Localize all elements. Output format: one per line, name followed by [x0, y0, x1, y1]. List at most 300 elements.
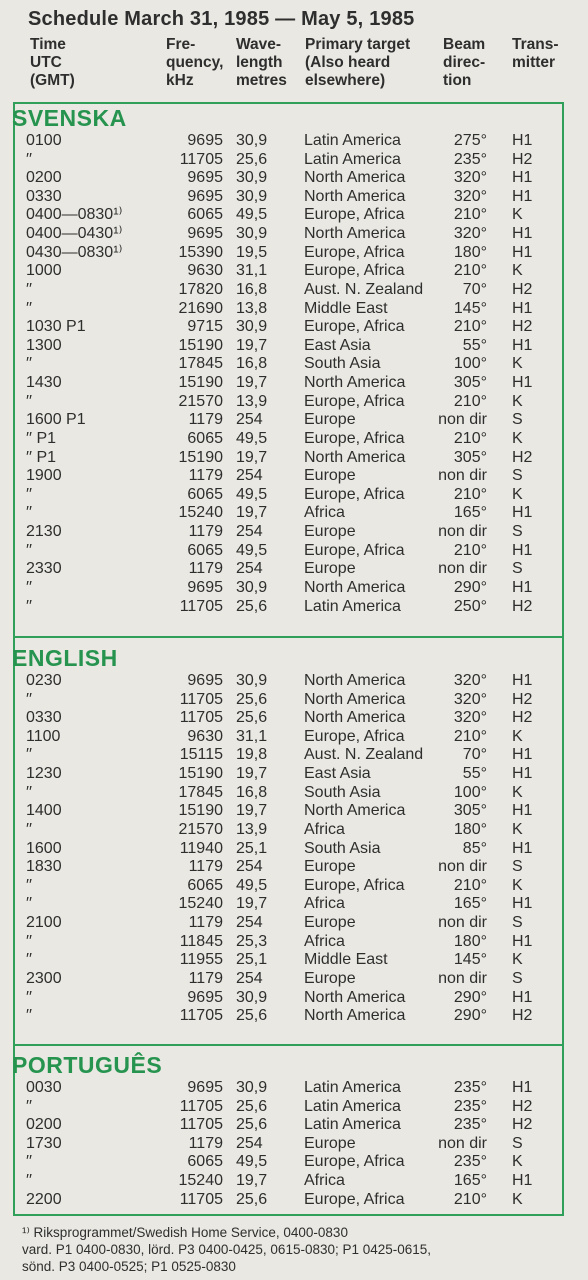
table-row [0, 188, 588, 207]
cell-target: Europe [304, 523, 356, 541]
cell-frequency: 11955 [179, 951, 223, 969]
cell-target: Europe, Africa [304, 262, 405, 280]
cell-beam: 320° [453, 187, 487, 205]
table-row [0, 281, 588, 300]
cell-frequency: 21570 [178, 392, 223, 410]
cell-target: Africa [304, 820, 345, 838]
table-row [0, 411, 588, 430]
cell-target: North America [304, 169, 406, 187]
cell-frequency: 11705 [179, 150, 223, 168]
cell-frequency: 1179 [188, 411, 223, 429]
cell-wavelength: 30,9 [236, 187, 268, 205]
cell-wavelength: 30,9 [236, 578, 268, 596]
cell-beam: 210° [453, 727, 487, 745]
cell-transmitter: H1 [512, 672, 533, 689]
cell-frequency: 9695 [187, 578, 223, 596]
cell-target: Europe, Africa [304, 1153, 405, 1171]
cell-time: ′′ [26, 951, 32, 969]
cell-transmitter: K [512, 1153, 523, 1171]
cell-wavelength: 254 [236, 411, 263, 429]
cell-beam: 70° [462, 746, 487, 764]
table-row [0, 449, 588, 468]
cell-beam: 320° [453, 672, 487, 689]
cell-transmitter: S [512, 560, 523, 578]
col-header-transmitter: Trans- mitter [512, 36, 559, 71]
table-row [0, 374, 588, 393]
table-row [0, 523, 588, 542]
table-row [0, 672, 588, 691]
cell-frequency: 9695 [187, 132, 223, 149]
table-row [0, 225, 588, 244]
cell-time: ′′ [26, 578, 32, 596]
cell-time: 0400—0430¹⁾ [26, 225, 123, 243]
cell-time: ′′ [26, 820, 32, 838]
cell-target: Europe, Africa [304, 727, 405, 745]
table-row [0, 355, 588, 374]
cell-frequency: 11705 [179, 1097, 223, 1115]
cell-transmitter: K [512, 951, 523, 969]
cell-target: Europe, Africa [304, 318, 405, 336]
section-title: PORTUGUÊS [12, 1052, 163, 1078]
cell-time: 0330 [26, 709, 62, 727]
cell-time: ′′ [26, 280, 32, 298]
table-row [0, 970, 588, 989]
cell-frequency: 6065 [187, 485, 223, 503]
cell-frequency: 15390 [178, 243, 223, 261]
cell-target: Middle East [304, 951, 388, 969]
col-header-beam-direction: Beam direc- tion [443, 36, 486, 89]
cell-wavelength: 30,9 [236, 132, 268, 149]
cell-target: North America [304, 578, 406, 596]
footnote-line: sönd. P3 0400-0525; P1 0525-0830 [22, 1259, 236, 1274]
table-row [0, 393, 588, 412]
cell-wavelength: 25,6 [236, 597, 268, 615]
cell-beam: 290° [453, 1007, 487, 1025]
cell-transmitter: H1 [512, 1079, 533, 1096]
cell-wavelength: 254 [236, 560, 263, 578]
cell-wavelength: 30,9 [236, 225, 268, 243]
cell-frequency: 9715 [187, 318, 223, 336]
cell-wavelength: 254 [236, 1134, 263, 1152]
cell-time: 1430 [26, 374, 62, 392]
cell-time: ′′ [26, 932, 32, 950]
cell-frequency: 9695 [187, 1079, 223, 1096]
table-row [0, 877, 588, 896]
cell-target: South Asia [304, 355, 381, 373]
cell-transmitter: K [512, 727, 523, 745]
cell-beam: 320° [453, 169, 487, 187]
table-row [0, 430, 588, 449]
cell-frequency: 1179 [188, 467, 223, 485]
cell-transmitter: H1 [512, 578, 533, 596]
cell-transmitter: H1 [512, 802, 533, 820]
cell-target: Latin America [304, 597, 401, 615]
cell-beam: 100° [453, 355, 487, 373]
cell-target: Latin America [304, 1079, 401, 1096]
cell-wavelength: 25,6 [236, 150, 268, 168]
cell-wavelength: 254 [236, 858, 263, 876]
cell-time: ′′ [26, 988, 32, 1006]
cell-frequency: 11705 [179, 1007, 223, 1025]
cell-beam: 180° [453, 820, 487, 838]
cell-transmitter: K [512, 876, 523, 894]
cell-transmitter: H2 [512, 1097, 533, 1115]
cell-frequency: 17845 [178, 783, 223, 801]
col-header-time: Time UTC (GMT) [30, 36, 75, 89]
cell-beam: 145° [453, 299, 487, 317]
cell-wavelength: 30,9 [236, 672, 268, 689]
cell-wavelength: 19,7 [236, 1172, 268, 1190]
cell-wavelength: 49,5 [236, 485, 268, 503]
cell-transmitter: H1 [512, 299, 533, 317]
cell-transmitter: H1 [512, 895, 533, 913]
footnote-line: vard. P1 0400-0830, lörd. P3 0400-0425, 0615-0830; P1 0425-0615, [22, 1242, 432, 1257]
section-title: SVENSKA [12, 105, 127, 131]
cell-transmitter: K [512, 206, 523, 224]
cell-wavelength: 16,8 [236, 355, 268, 373]
cell-beam: 100° [453, 783, 487, 801]
cell-beam: 210° [453, 392, 487, 410]
cell-transmitter: K [512, 485, 523, 503]
cell-beam: 180° [453, 243, 487, 261]
cell-beam: 320° [453, 225, 487, 243]
cell-beam: 320° [453, 690, 487, 708]
cell-beam: 85° [462, 839, 487, 857]
cell-time: 0200 [26, 1116, 62, 1134]
cell-transmitter: H2 [512, 709, 533, 727]
cell-time: 2130 [26, 523, 62, 541]
cell-frequency: 17820 [178, 280, 223, 298]
cell-wavelength: 25,6 [236, 1007, 268, 1025]
cell-wavelength: 25,3 [236, 932, 268, 950]
table-row [0, 1191, 588, 1210]
table-row [0, 300, 588, 319]
cell-target: Europe, Africa [304, 1190, 405, 1208]
cell-target: Europe, Africa [304, 429, 405, 447]
cell-target: Aust. N. Zealand [304, 280, 424, 298]
cell-transmitter: H2 [512, 318, 533, 336]
cell-transmitter: H2 [512, 690, 533, 708]
cell-time: 1400 [26, 802, 62, 820]
cell-frequency: 15240 [178, 1172, 223, 1190]
cell-time: ′′ [26, 504, 32, 522]
cell-beam: non dir [438, 858, 487, 876]
cell-beam: 235° [453, 1116, 487, 1134]
cell-frequency: 9695 [187, 988, 223, 1006]
cell-frequency: 11940 [179, 839, 223, 857]
cell-frequency: 11705 [179, 709, 223, 727]
table-row [0, 132, 588, 151]
cell-frequency: 11705 [179, 690, 223, 708]
cell-target: North America [304, 988, 406, 1006]
cell-beam: non dir [438, 467, 487, 485]
cell-wavelength: 31,1 [236, 727, 268, 745]
cell-target: North America [304, 672, 406, 689]
cell-transmitter: K [512, 1190, 523, 1208]
cell-frequency: 9695 [187, 225, 223, 243]
cell-beam: 235° [453, 1153, 487, 1171]
table-row [0, 951, 588, 970]
cell-beam: 305° [453, 374, 487, 392]
cell-target: North America [304, 802, 406, 820]
table-row [0, 262, 588, 281]
table-row [0, 318, 588, 337]
cell-wavelength: 25,1 [236, 951, 268, 969]
cell-time: ′′ [26, 541, 32, 559]
cell-transmitter: S [512, 1134, 523, 1152]
cell-beam: 235° [453, 1079, 487, 1096]
table-row [0, 1172, 588, 1191]
cell-beam: non dir [438, 914, 487, 932]
cell-wavelength: 19,7 [236, 765, 268, 783]
cell-frequency: 6065 [187, 876, 223, 894]
cell-time: 0400—0830¹⁾ [26, 206, 123, 224]
cell-time: 0430—0830¹⁾ [26, 243, 123, 261]
cell-target: North America [304, 1007, 406, 1025]
cell-time: ′′ P1 [26, 448, 57, 466]
cell-time: 1730 [26, 1134, 62, 1152]
cell-wavelength: 49,5 [236, 206, 268, 224]
cell-wavelength: 25,1 [236, 839, 268, 857]
cell-time: 2200 [26, 1190, 62, 1208]
cell-frequency: 11705 [179, 1190, 223, 1208]
cell-target: Europe [304, 411, 356, 429]
cell-target: Africa [304, 504, 345, 522]
cell-beam: 55° [462, 765, 487, 783]
cell-frequency: 9695 [187, 672, 223, 689]
cell-wavelength: 254 [236, 914, 263, 932]
cell-transmitter: H1 [512, 765, 533, 783]
cell-frequency: 1179 [188, 560, 223, 578]
cell-beam: non dir [438, 560, 487, 578]
table-row [0, 914, 588, 933]
cell-target: Latin America [304, 150, 401, 168]
cell-target: Europe, Africa [304, 541, 405, 559]
cell-transmitter: S [512, 523, 523, 541]
table-row [0, 858, 588, 877]
cell-frequency: 11845 [179, 932, 223, 950]
cell-frequency: 1179 [188, 914, 223, 932]
cell-transmitter: K [512, 392, 523, 410]
cell-beam: 305° [453, 448, 487, 466]
table-row [0, 989, 588, 1008]
cell-beam: 165° [453, 1172, 487, 1190]
cell-wavelength: 25,6 [236, 1097, 268, 1115]
cell-beam: 235° [453, 150, 487, 168]
table-row [0, 840, 588, 859]
cell-target: Europe, Africa [304, 485, 405, 503]
table-row [0, 709, 588, 728]
table-row [0, 560, 588, 579]
table-row [0, 728, 588, 747]
cell-wavelength: 16,8 [236, 783, 268, 801]
section-title: ENGLISH [12, 645, 118, 671]
table-row [0, 598, 588, 617]
cell-time: 0330 [26, 187, 62, 205]
cell-transmitter: H1 [512, 746, 533, 764]
cell-transmitter: H1 [512, 225, 533, 243]
cell-wavelength: 19,8 [236, 746, 268, 764]
cell-target: South Asia [304, 839, 381, 857]
cell-time: ′′ [26, 392, 32, 410]
cell-wavelength: 49,5 [236, 1153, 268, 1171]
cell-transmitter: K [512, 429, 523, 447]
cell-beam: 290° [453, 578, 487, 596]
cell-time: ′′ [26, 299, 32, 317]
cell-time: 1600 [26, 839, 62, 857]
cell-frequency: 9695 [187, 169, 223, 187]
cell-time: 1000 [26, 262, 62, 280]
cell-wavelength: 16,8 [236, 280, 268, 298]
cell-time: ′′ [26, 876, 32, 894]
cell-time: ′′ [26, 895, 32, 913]
cell-time: 2330 [26, 560, 62, 578]
cell-target: Europe [304, 1134, 356, 1152]
cell-time: ′′ [26, 355, 32, 373]
cell-time: ′′ [26, 690, 32, 708]
cell-frequency: 1179 [188, 1134, 223, 1152]
cell-target: Europe [304, 914, 356, 932]
cell-frequency: 9630 [187, 727, 223, 745]
table-row [0, 1116, 588, 1135]
table-row [0, 1153, 588, 1172]
cell-beam: 145° [453, 951, 487, 969]
cell-target: Europe, Africa [304, 876, 405, 894]
table-row [0, 579, 588, 598]
cell-transmitter: H1 [512, 169, 533, 187]
cell-wavelength: 49,5 [236, 876, 268, 894]
table-row [0, 933, 588, 952]
cell-time: ′′ [26, 1172, 32, 1190]
cell-transmitter: S [512, 467, 523, 485]
table-row [0, 1135, 588, 1154]
cell-frequency: 15190 [178, 336, 223, 354]
cell-frequency: 21570 [178, 820, 223, 838]
cell-wavelength: 19,7 [236, 802, 268, 820]
cell-frequency: 11705 [179, 597, 223, 615]
cell-transmitter: H2 [512, 1116, 533, 1134]
cell-target: Africa [304, 1172, 345, 1190]
cell-transmitter: K [512, 262, 523, 280]
cell-frequency: 6065 [187, 541, 223, 559]
table-row [0, 784, 588, 803]
cell-transmitter: H1 [512, 1172, 533, 1190]
cell-frequency: 15115 [179, 746, 223, 764]
cell-target: Latin America [304, 1097, 401, 1115]
cell-beam: non dir [438, 1134, 487, 1152]
cell-wavelength: 25,6 [236, 1116, 268, 1134]
cell-wavelength: 25,6 [236, 690, 268, 708]
cell-beam: 165° [453, 504, 487, 522]
cell-target: Europe [304, 467, 356, 485]
cell-beam: 210° [453, 541, 487, 559]
footnote [22, 1224, 572, 1275]
cell-beam: 55° [462, 336, 487, 354]
cell-time: 1600 P1 [26, 411, 86, 429]
cell-transmitter: H1 [512, 839, 533, 857]
table-row [0, 504, 588, 523]
cell-beam: 210° [453, 429, 487, 447]
cell-target: Middle East [304, 299, 388, 317]
cell-target: Europe [304, 560, 356, 578]
cell-time: 1830 [26, 858, 62, 876]
cell-target: Africa [304, 895, 345, 913]
table-row [0, 244, 588, 263]
cell-time: ′′ P1 [26, 429, 57, 447]
cell-target: North America [304, 225, 406, 243]
cell-wavelength: 254 [236, 523, 263, 541]
cell-beam: 235° [453, 1097, 487, 1115]
cell-wavelength: 19,7 [236, 336, 268, 354]
table-row [0, 337, 588, 356]
cell-beam: 210° [453, 318, 487, 336]
cell-target: North America [304, 709, 406, 727]
cell-transmitter: H1 [512, 132, 533, 149]
cell-transmitter: H2 [512, 597, 533, 615]
cell-time: 1300 [26, 336, 62, 354]
cell-target: North America [304, 187, 406, 205]
cell-wavelength: 30,9 [236, 1079, 268, 1096]
cell-frequency: 15240 [178, 895, 223, 913]
cell-beam: 210° [453, 1190, 487, 1208]
cell-time: 1100 [26, 727, 61, 745]
cell-transmitter: K [512, 355, 523, 373]
schedule-title: Schedule March 31, 1985 — May 5, 1985 [28, 8, 415, 30]
cell-transmitter: H1 [512, 187, 533, 205]
cell-beam: 210° [453, 206, 487, 224]
cell-transmitter: H1 [512, 504, 533, 522]
cell-wavelength: 19,7 [236, 504, 268, 522]
cell-frequency: 9630 [187, 262, 223, 280]
table-row [0, 169, 588, 188]
cell-time: ′′ [26, 485, 32, 503]
cell-target: South Asia [304, 783, 381, 801]
cell-time: 1030 P1 [26, 318, 86, 336]
cell-time: 0200 [26, 169, 62, 187]
footnote-line: ¹⁾ Riksprogrammet/Swedish Home Service, 0400-0830 [22, 1225, 348, 1240]
cell-beam: 70° [462, 280, 487, 298]
cell-target: Europe, Africa [304, 392, 405, 410]
cell-wavelength: 30,9 [236, 318, 268, 336]
cell-wavelength: 19,5 [236, 243, 268, 261]
cell-frequency: 6065 [187, 1153, 223, 1171]
cell-wavelength: 19,7 [236, 895, 268, 913]
cell-target: East Asia [304, 765, 371, 783]
cell-frequency: 11705 [179, 1116, 223, 1134]
table-row [0, 821, 588, 840]
cell-transmitter: H2 [512, 150, 533, 168]
cell-beam: 250° [453, 597, 487, 615]
cell-target: Europe [304, 969, 356, 987]
cell-frequency: 6065 [187, 206, 223, 224]
cell-wavelength: 49,5 [236, 541, 268, 559]
cell-time: ′′ [26, 1007, 32, 1025]
cell-time: ′′ [26, 1153, 32, 1171]
cell-transmitter: H1 [512, 988, 533, 1006]
cell-beam: 210° [453, 262, 487, 280]
cell-wavelength: 254 [236, 467, 263, 485]
cell-wavelength: 13,9 [236, 820, 268, 838]
table-row [0, 1007, 588, 1026]
cell-transmitter: S [512, 914, 523, 932]
cell-wavelength: 30,9 [236, 169, 268, 187]
cell-beam: non dir [438, 523, 487, 541]
cell-time: ′′ [26, 783, 32, 801]
cell-wavelength: 13,8 [236, 299, 268, 317]
cell-target: North America [304, 448, 406, 466]
cell-time: 0230 [26, 672, 62, 689]
table-row [0, 802, 588, 821]
